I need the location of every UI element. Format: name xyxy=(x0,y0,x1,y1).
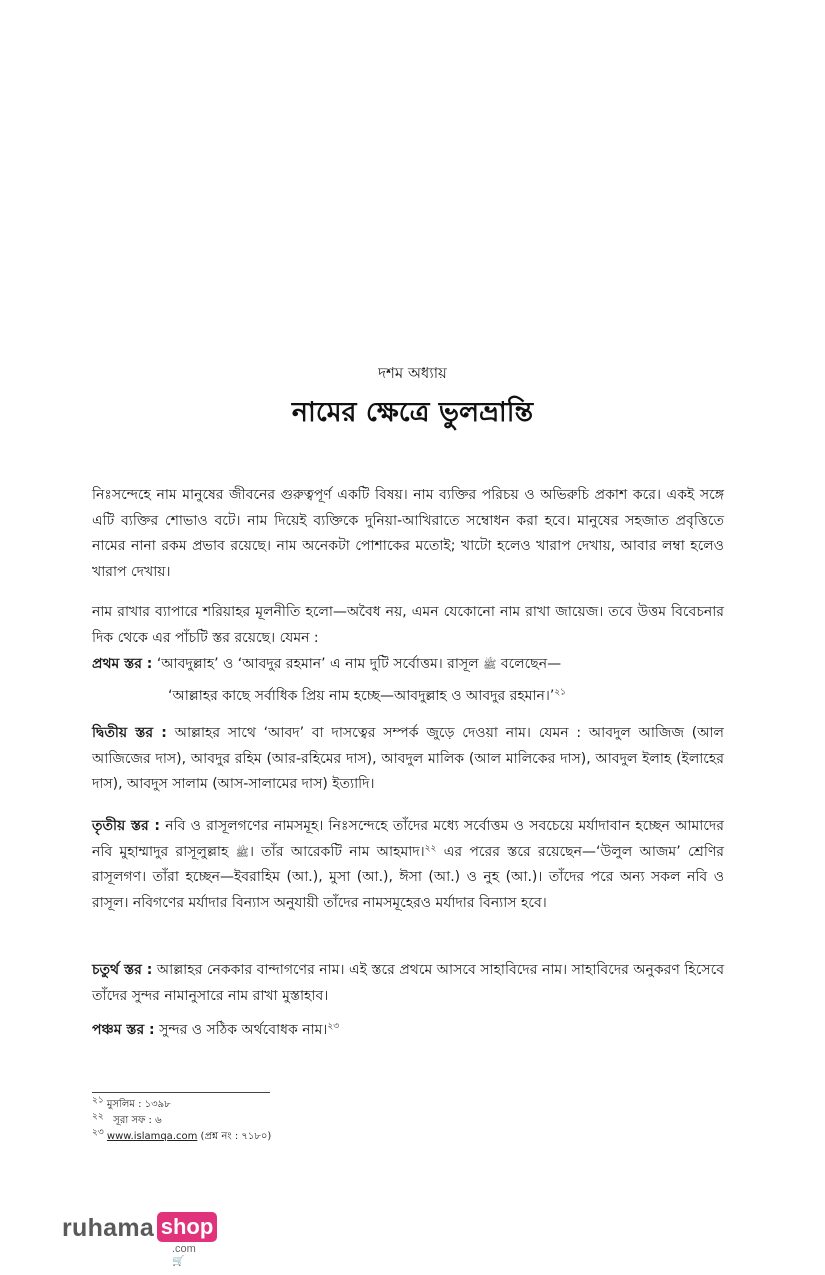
footnote-23 xyxy=(92,1127,272,1144)
level-one-label: প্রথম স্তর : xyxy=(92,656,153,672)
level-one-paragraph xyxy=(92,652,724,678)
level-four-text: আল্লাহর নেককার বান্দাগণের নাম। এই স্তরে প্রথমে আসবে সাহাবিদের নাম। সাহাবিদের অনুকরণ হিসেবে তাঁদের সুন্দর নামানুসারে নাম রাখা মুস্তাহাব। xyxy=(92,962,724,1004)
level-five-label: পঞ্চম স্তর : xyxy=(92,1022,155,1038)
level-three-text-a: নবি ও রাসূলগণের নামসমূহ। নিঃসন্দেহে তাঁদের মধ্যে সর্বোত্তম ও সবচেয়ে মর্যাদাবান হচ্ছেন আমাদের নবি মুহাম্মাদুর রাসূলুল্লাহ xyxy=(92,818,724,860)
footnote-ref-22[interactable]: ২২ xyxy=(424,842,437,853)
footnote-21 xyxy=(92,1095,171,1112)
chapter-number: দশম অধ্যায় xyxy=(378,364,447,382)
level-three-text-b: । তাঁর আরেকটি নাম আহমাদ। xyxy=(248,843,425,860)
chapter-title: নামের ক্ষেত্রে ভুলভ্রান্তি xyxy=(291,397,534,428)
logo-domain: .com🛒 xyxy=(172,1243,196,1267)
level-five-paragraph xyxy=(92,1018,724,1044)
salawat-glyph: ﷺ xyxy=(483,658,497,671)
footnote-divider xyxy=(92,1092,270,1093)
level-three-label: তৃতীয় স্তর : xyxy=(92,818,160,834)
footnote-text: (প্রশ্ন নং : ৭১৮০) xyxy=(197,1131,272,1142)
level-four-paragraph xyxy=(92,958,724,1009)
footnote-number: ২৩ xyxy=(92,1127,104,1138)
level-two-paragraph xyxy=(92,721,724,798)
hadith-quote-text: ‘আল্লাহর কাছে সর্বাধিক প্রিয় নাম হচ্ছে—আবদুল্লাহ ও আবদুর রহমান।’ xyxy=(168,688,555,704)
level-one-text: ‘আবদুল্লাহ’ ও ‘আবদুর রহমান’ এ নাম দুটি সর্বোত্তম। রাসূল xyxy=(152,656,484,672)
logo-ruhama-text: ruhama xyxy=(62,1214,155,1242)
islamqa-link[interactable]: www.islamqa.com xyxy=(106,1131,198,1142)
hadith-quote xyxy=(168,684,728,710)
levels-intro-paragraph: নাম রাখার ব্যাপারে শরিয়াহর মূলনীতি হলো—অবৈধ নয়, এমন যেকোনো নাম রাখা জায়েজ। তবে উত্তম বিবেচনার দিক থেকে এর পাঁচটি স্তর রয়েছে। যেমন : xyxy=(92,604,724,646)
logo-shop-badge: shop xyxy=(157,1212,217,1242)
footnote-number: ২১ xyxy=(92,1095,104,1106)
level-three-text-c: এর পরের স্তরে রয়েছেন—‘উলুল আজম’ শ্রেণির রাসূলগণ। তাঁরা হচ্ছেন—ইবরাহিম (আ.), মুসা (আ.), ঈসা (আ.) ও নুহ (আ.)। তাঁদের পরে অন্য সকল নবি ও রাসূল। নবিগণের মর্যাদার বিন্যাস অনুযায়ী তাঁদের নামসমূহেরও মর্যাদার বিন্যাস হবে। xyxy=(92,843,724,911)
salawat-glyph: ﷺ xyxy=(235,845,249,859)
level-two-text: আল্লাহর সাথে ‘আবদ’ বা দাসত্বের সম্পর্ক জুড়ে দেওয়া নাম। যেমন : আবদুল আজিজ (আল আজিজের দাস), আবদুর রহিম (আর-রহিমের দাস), আবদুল মালিক (আল মালিকের দাস), আবদুল ইলাহ (ইলাহের দাস), আবদুস সালাম (আস-সালামের দাস) ইত্যাদি। xyxy=(92,725,724,792)
footnote-number: ২২ xyxy=(92,1111,104,1122)
level-three-paragraph xyxy=(92,814,724,916)
level-five-text: সুন্দর ও সঠিক অর্থবোধক নাম। xyxy=(154,1022,328,1038)
footnote-text: মুসলিম : ১৩৯৮ xyxy=(103,1099,171,1110)
cart-icon: 🛒 xyxy=(172,1256,185,1267)
level-two-label: দ্বিতীয় স্তর : xyxy=(92,725,167,741)
footnote-22 xyxy=(92,1111,162,1128)
footnote-ref-21[interactable]: ২১ xyxy=(554,687,567,698)
level-four-label: চতুর্থ স্তর : xyxy=(92,962,153,978)
intro-paragraph: নিঃসন্দেহে নাম মানুষের জীবনের গুরুত্বপূর্ণ একটি বিষয়। নাম ব্যক্তির পরিচয় ও অভিরুচি প্রকাশ করে। একই সঙ্গে এটি ব্যক্তির শোভাও বটে। নাম দিয়েই ব্যক্তিকে দুনিয়া-আখিরাতে সম্বোধন করা হবে। মানুষের সহজাত প্রবৃত্তিতে নামের নানা রকম প্রভাব রয়েছে। নাম অনেকটা পোশাকের মতোই; খাটো হলেও খারাপ দেখায়, আবার লম্বা হলেও খারাপ দেখায়। xyxy=(92,487,724,580)
level-one-tail: বলেছেন— xyxy=(496,656,562,672)
footnote-text: সূরা সফ : ৬ xyxy=(103,1115,162,1126)
footnote-ref-23[interactable]: ২৩ xyxy=(327,1021,340,1032)
